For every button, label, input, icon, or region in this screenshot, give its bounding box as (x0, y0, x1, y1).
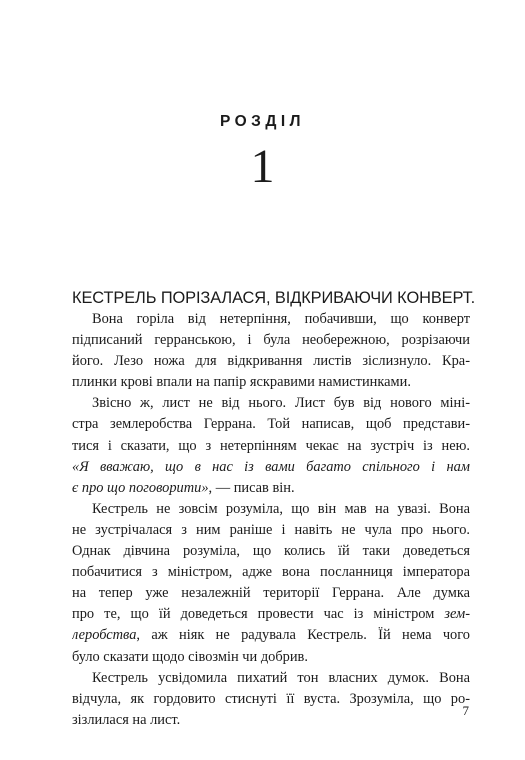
chapter-label: РОЗДІЛ (219, 113, 306, 130)
text-line: на тепер уже незалежній території Геррана. Але думка (72, 585, 470, 602)
text-line: плинки крові впали на папір яскравими намистинками. (72, 374, 411, 391)
text-line: було сказати щодо сівозмін чи добрив. (72, 648, 308, 665)
text-line: Звісно ж, лист не від нього. Лист був від нового міні- (92, 395, 470, 412)
quote-text: є про що поговорити» (72, 479, 209, 496)
text-line: підписаний герранською, і була необережною, розрізаючи (72, 332, 470, 349)
page-number: 7 (462, 703, 469, 718)
text-line: Однак дівчина розуміла, що колись їй таки доведеться (72, 543, 470, 560)
text-line: «Я вважаю, що в нас із вами багато спільного і нам (72, 458, 470, 475)
text-line: відчула, як гордовито стиснуті її вуста. Зрозуміла, що ро- (72, 690, 470, 707)
text-line: зізлилася на лист. (72, 711, 181, 728)
text-line: Вона горіла від нетерпіння, побачивши, що конверт (92, 311, 470, 327)
body-text (72, 309, 470, 731)
text-line: тися і сказати, що з нетерпінням чекає на зустріч із нею. (72, 437, 470, 454)
text-line: його. Лезо ножа для відкривання листів зіслизнуло. Кра- (72, 353, 470, 370)
text-line: не зустрічалася з ним раніше і навіть не чула про нього. (72, 521, 470, 538)
chapter-heading: КЕСТРЕЛЬ ПОРІЗАЛАСЯ, ВІДКРИВАЮЧИ КОНВЕРТ. (72, 289, 476, 307)
text-line: Кестрель не зовсім розуміла, що він мав на увазі. Вона (92, 500, 470, 517)
text-line: побачитися з міністром, адже вона посланниця імператора (72, 564, 470, 581)
emphasis-text: зем- (444, 606, 470, 623)
text-line: леробства, аж ніяк не радувала Кестрель. Їй нема чого (72, 627, 470, 644)
text-line: Кестрель усвідомила пихатий тон власних думок. Вона (92, 669, 470, 686)
emphasis-text: леробства (72, 627, 137, 644)
chapter-number: 1 (250, 140, 275, 193)
text-line: є про що поговорити», — писав він. (72, 479, 295, 496)
text-line: про те, що їй доведеться провести час із міністром зем- (72, 606, 470, 623)
text-line: стра землеробства Геррана. Той написав, щоб представи- (72, 416, 470, 433)
